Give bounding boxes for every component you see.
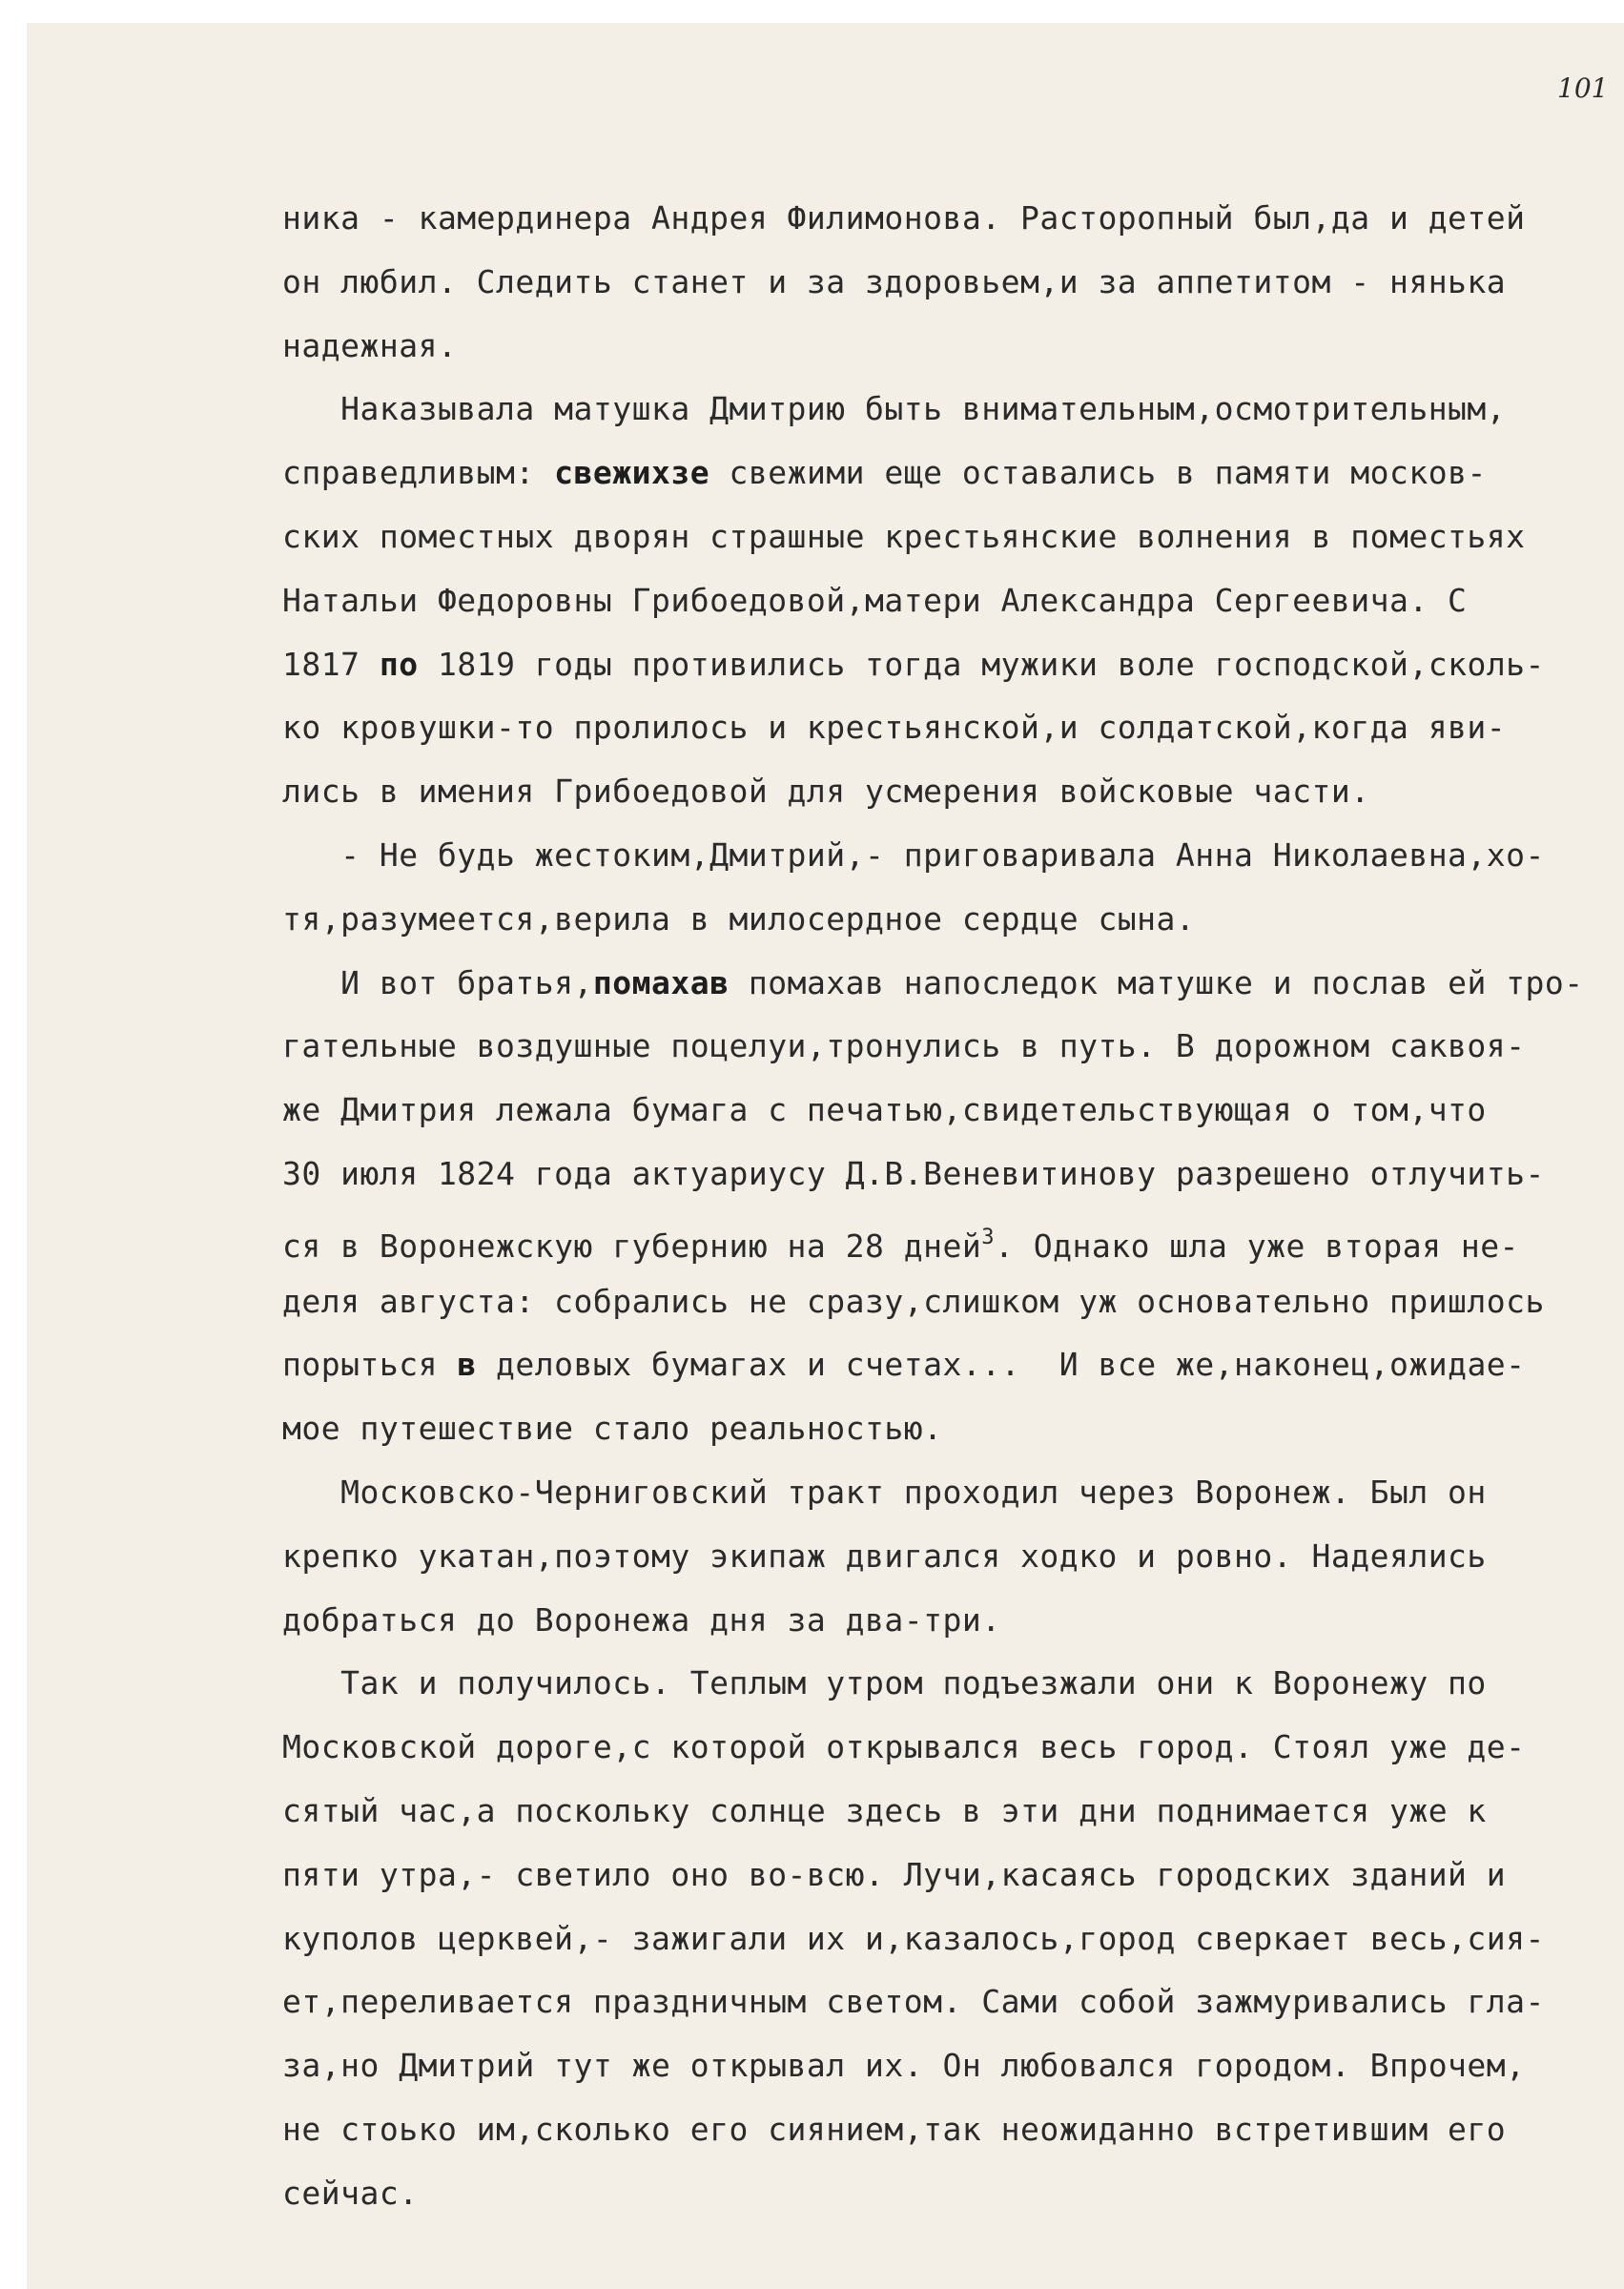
text-line: сятый час,а поскольку солнце здесь в эти дни поднимается уже к (282, 1791, 1487, 1829)
page-number: 101 (1557, 72, 1609, 104)
text-line: пяти утра,- светило оно во-всю. Лучи,касаясь городских зданий и (282, 1855, 1507, 1893)
text-line: 30 июля 1824 года актуариусу Д.В.Веневитинову разрешено отлучить- (282, 1154, 1545, 1192)
text-line: сейчас. (282, 2174, 419, 2212)
struck-out-word: помахав (592, 963, 730, 1001)
text-line: ника - камердинера Андрея Филимонова. Расторопный был,да и детей (282, 199, 1526, 237)
text-line: за,но Дмитрий тут же открывал их. Он любовался городом. Впрочем, (282, 2047, 1526, 2085)
text-line: ет,переливается праздничным светом. Сами собой зажмуривались гла- (282, 1983, 1545, 2021)
text-line: - Не будь жестоким,Дмитрий,- приговаривала Анна Николаевна,хо- (282, 835, 1545, 874)
text-line: же Дмитрия лежала бумага с печатью,свидетельствующая о том,что (282, 1091, 1487, 1129)
text-line: Так и получилось. Теплым утром подъезжали они к Воронежу по (282, 1664, 1487, 1702)
text-line: куполов церквей,- зажигали их и,казалось,город сверкает весь,сия- (282, 1919, 1545, 1957)
text-line: Наказывала матушка Дмитрию быть внимательным,осмотрительным, (282, 390, 1507, 428)
text-line: деля августа: собрались не сразу,слишком уж основательно пришлось (282, 1282, 1545, 1320)
overtyped-word: по (379, 645, 419, 683)
text-line: тя,разумеется,верила в милосердное сердце сына. (282, 899, 1196, 938)
text-line: ских поместных дворян страшные крестьянские волнения в поместьях (282, 517, 1526, 555)
text-line: Натальи Федоровны Грибоедовой,матери Александра Сергеевича. С (282, 581, 1468, 619)
text-line: мое путешествие стало реальностью. (282, 1410, 943, 1448)
text-line: порыться в деловых бумагах и счетах... И все же,наконец,ожидае- (282, 1346, 1526, 1384)
text-line: не стоько им,сколько его сиянием,так неожиданно встретившим его (282, 2110, 1507, 2148)
text-line: справедливым: свежихзе свежими еще оставались в памяти москов- (282, 454, 1487, 492)
text-line: ко кровушки-то пролилось и крестьянской,и солдатской,когда яви- (282, 709, 1507, 747)
footnote-marker: 3 (981, 1225, 995, 1249)
text-line: надежная. (282, 326, 458, 364)
text-line: гательные воздушные поцелуи,тронулись в путь. В дорожном саквоя- (282, 1027, 1526, 1065)
text-line: Московской дороге,с которой открывался весь город. Стоял уже де- (282, 1728, 1526, 1766)
text-line: добраться до Воронежа дня за два-три. (282, 1600, 1001, 1639)
typewritten-text (282, 187, 1584, 2226)
overtyped-letter: в (457, 1346, 477, 1384)
text-line: ся в Воронежскую губернию на 28 дней$^3$. Однако шла уже вторая не- (282, 1225, 1519, 1265)
text-line: Московско-Черниговский тракт проходил через Воронеж. Был он (282, 1473, 1487, 1511)
text-line: И вот братья,помахав помахав напоследок матушке и послав ей тро- (282, 963, 1584, 1001)
text-line: крепко укатан,поэтому экипаж двигался ходко и ровно. Надеялись (282, 1536, 1487, 1575)
struck-out-word: свежихзе (554, 454, 710, 492)
text-line: 1817 по 1819 годы противились тогда мужики воле господской,сколь- (282, 645, 1545, 683)
text-line: он любил. Следить станет и за здоровьем,и за аппетитом - нянька (282, 262, 1507, 300)
text-line: лись в имения Грибоедовой для усмерения войсковые части. (282, 773, 1370, 811)
